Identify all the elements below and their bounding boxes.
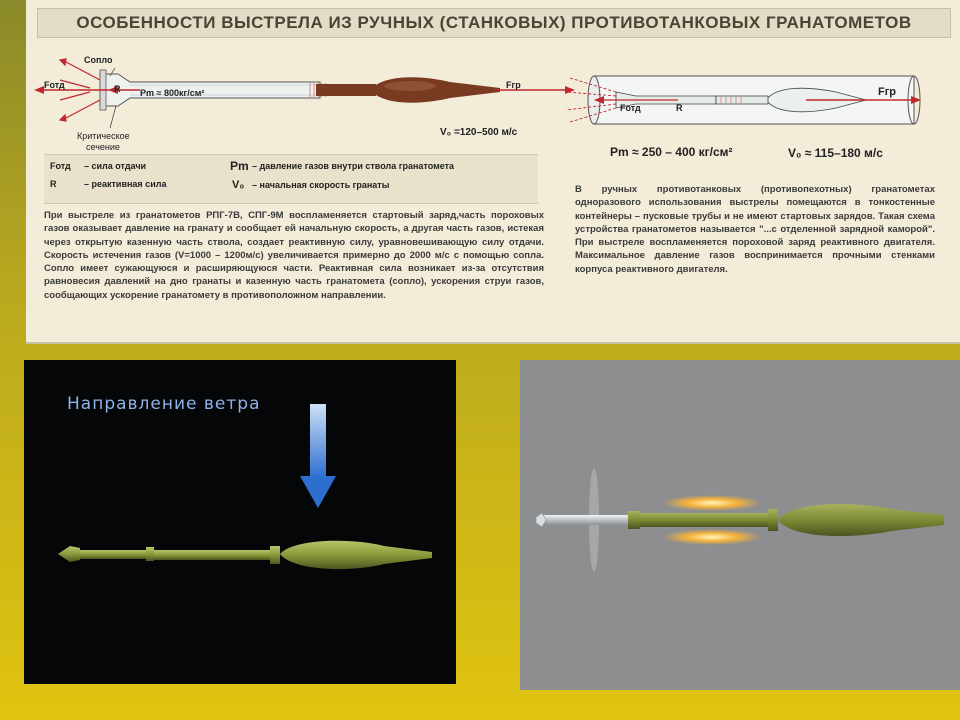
- critical-section-label-2: сечение: [86, 142, 120, 152]
- legend-symbol-velocity: V₀: [232, 179, 245, 191]
- pressure-label-left: Pm ≈ 800кг/см²: [140, 88, 205, 98]
- legend-symbol-pressure: Pm: [230, 159, 249, 173]
- left-paragraph: При выстреле из гранатометов РПГ-7В, СПГ-9М воспламеняется стартовый заряд,часть пороховых газов оказывает давление на гранату и сообщает ей начальную скорость, а другая часть газов, истекая через открытую казенную часть ствола, создает реактивную силу, уравновешивающую силу отдачи. Скорость истечения газов (V=1000 – 1200м/с) увеличивается примерно до 2000 м/с с помощью сопла. Сопло имеет сужающуюся и расширяющуюся части. Реактивная сила возникает из-за отсутствия равновесия давлений на дно гранаты и казенную часть гранатомета (сопло), ускорения струи газов, сообщающих ускорение гранатомету в противоположном направлении.: [44, 210, 544, 301]
- reactive-label-left: R: [114, 84, 121, 94]
- legend-text-pressure: – давление газов внутри ствола гранатомета: [252, 161, 455, 171]
- right-paragraph: В ручных противотанковых (противопехотных) гранатометах одноразового использования выстрелы помещаются в тонкостенные контейнеры – пусковые трубы и не имеют стартовых зарядов. Такая схема устройства гранатометов называется "...с отделенной зарядной каморой". При выстреле воспламеняется пороховой заряд реактивного двигателя. Максимальное давление газов воспринимается прочными стенками корпуса реактивного двигателя.: [575, 184, 935, 275]
- force-label-right: Fгр: [878, 86, 897, 98]
- velocity-label-left: V₀ =120–500 м/с: [440, 127, 518, 138]
- pressure-label-right: Pm ≈ 250 – 400 кг/см²: [610, 145, 733, 159]
- force-label-left: Fгр: [506, 80, 521, 90]
- velocity-label-right: V₀ ≈ 115–180 м/с: [788, 146, 883, 160]
- critical-section-label-1: Критическое: [77, 131, 130, 141]
- legend-text-velocity: – начальная скорость гранаты: [252, 180, 390, 190]
- legend-symbol-reactive: R: [50, 179, 57, 189]
- recoil-label-right: Fотд: [620, 103, 641, 113]
- wind-arrow: [298, 402, 338, 512]
- legend-text-recoil: – сила отдачи: [84, 161, 147, 171]
- legend-text-reactive: – реактивная сила: [84, 179, 167, 189]
- rocket-grenade-right: [532, 465, 952, 575]
- rocket-grenade-left: [54, 532, 454, 582]
- legend-symbol-recoil: Fотд: [50, 161, 71, 171]
- recoil-label-left: Fотд: [44, 80, 65, 90]
- poster-title: ОСОБЕННОСТИ ВЫСТРЕЛА ИЗ РУЧНЫХ (СТАНКОВЫХ) ПРОТИВОТАНКОВЫХ ГРАНАТОМЕТОВ: [37, 8, 951, 38]
- wind-direction-label: Направление ветра: [67, 394, 261, 414]
- reactive-label-right: R: [676, 103, 683, 113]
- nozzle-label: Сопло: [84, 55, 113, 65]
